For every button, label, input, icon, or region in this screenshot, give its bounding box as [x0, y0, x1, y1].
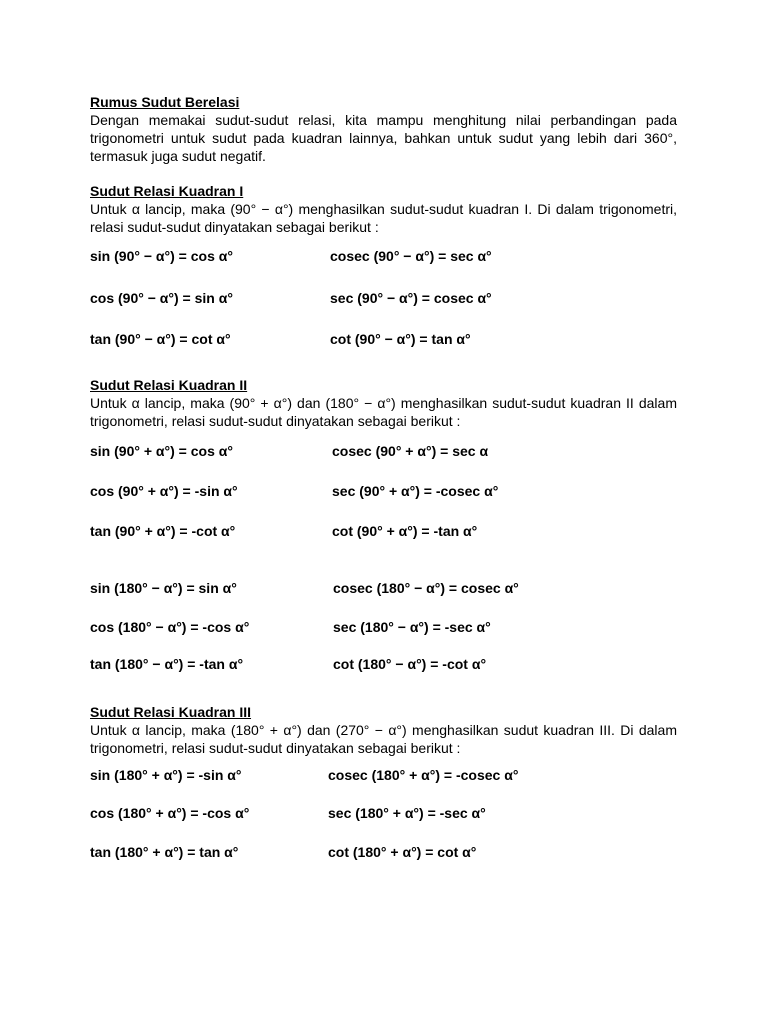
formula-right: sec (180° + α°) = -sec α° — [328, 805, 486, 821]
formula-left: cos (180° + α°) = -cos α° — [90, 805, 250, 821]
formula-right: cosec (90° + α°) = sec α — [332, 443, 489, 459]
formula-right: cot (180° − α°) = -cot α° — [333, 656, 487, 672]
formula-right: sec (90° − α°) = cosec α° — [330, 290, 492, 306]
section-paragraph: Untuk α lancip, maka (180° + α°) dan (270° − α°) menghasilkan sudut kuadran III. Di dalam trigonometri, relasi sudut-sudut dinyatakan sebagai berikut : — [90, 722, 677, 756]
formula-right: cot (90° + α°) = -tan α° — [332, 523, 478, 539]
formula-right: cosec (90° − α°) = sec α° — [330, 248, 492, 264]
formula-left: tan (90° − α°) = cot α° — [90, 331, 231, 347]
formula-left: cos (90° + α°) = -sin α° — [90, 483, 238, 499]
section-heading: Rumus Sudut Berelasi — [90, 94, 240, 110]
section-kuadran-2 — [90, 376, 677, 430]
formula-right: cosec (180° − α°) = cosec α° — [333, 580, 519, 596]
section-heading: Sudut Relasi Kuadran III — [90, 704, 252, 720]
formula-left: sin (180° − α°) = sin α° — [90, 580, 237, 596]
section-kuadran-1 — [90, 182, 677, 236]
formula-right: sec (90° + α°) = -cosec α° — [332, 483, 499, 499]
section-intro — [90, 93, 677, 165]
section-kuadran-3 — [90, 703, 677, 757]
section-paragraph: Dengan memakai sudut-sudut relasi, kita mampu menghitung nilai perbandingan pada trigonometri untuk sudut pada kuadran lainnya, bahkan untuk sudut yang lebih dari 360°, termasuk juga sudut negatif. — [90, 112, 677, 164]
formula-right: cot (180° + α°) = cot α° — [328, 844, 477, 860]
section-heading: Sudut Relasi Kuadran II — [90, 377, 248, 393]
formula-right: cot (90° − α°) = tan α° — [330, 331, 471, 347]
formula-right: sec (180° − α°) = -sec α° — [333, 619, 491, 635]
formula-right: cosec (180° + α°) = -cosec α° — [328, 767, 519, 783]
formula-left: sin (90° + α°) = cos α° — [90, 443, 233, 459]
section-paragraph: Untuk α lancip, maka (90° + α°) dan (180° − α°) menghasilkan sudut-sudut kuadran II dalam trigonometri, relasi sudut-sudut dinyatakan sebagai berikut : — [90, 395, 677, 429]
formula-left: cos (90° − α°) = sin α° — [90, 290, 233, 306]
formula-left: tan (180° − α°) = -tan α° — [90, 656, 244, 672]
formula-left: sin (180° + α°) = -sin α° — [90, 767, 242, 783]
formula-left: tan (90° + α°) = -cot α° — [90, 523, 236, 539]
section-paragraph: Untuk α lancip, maka (90° − α°) menghasilkan sudut-sudut kuadran I. Di dalam trigonometri, relasi sudut-sudut dinyatakan sebagai berikut : — [90, 201, 677, 235]
formula-left: cos (180° − α°) = -cos α° — [90, 619, 250, 635]
section-heading: Sudut Relasi Kuadran I — [90, 183, 244, 199]
formula-left: tan (180° + α°) = tan α° — [90, 844, 239, 860]
formula-left: sin (90° − α°) = cos α° — [90, 248, 233, 264]
